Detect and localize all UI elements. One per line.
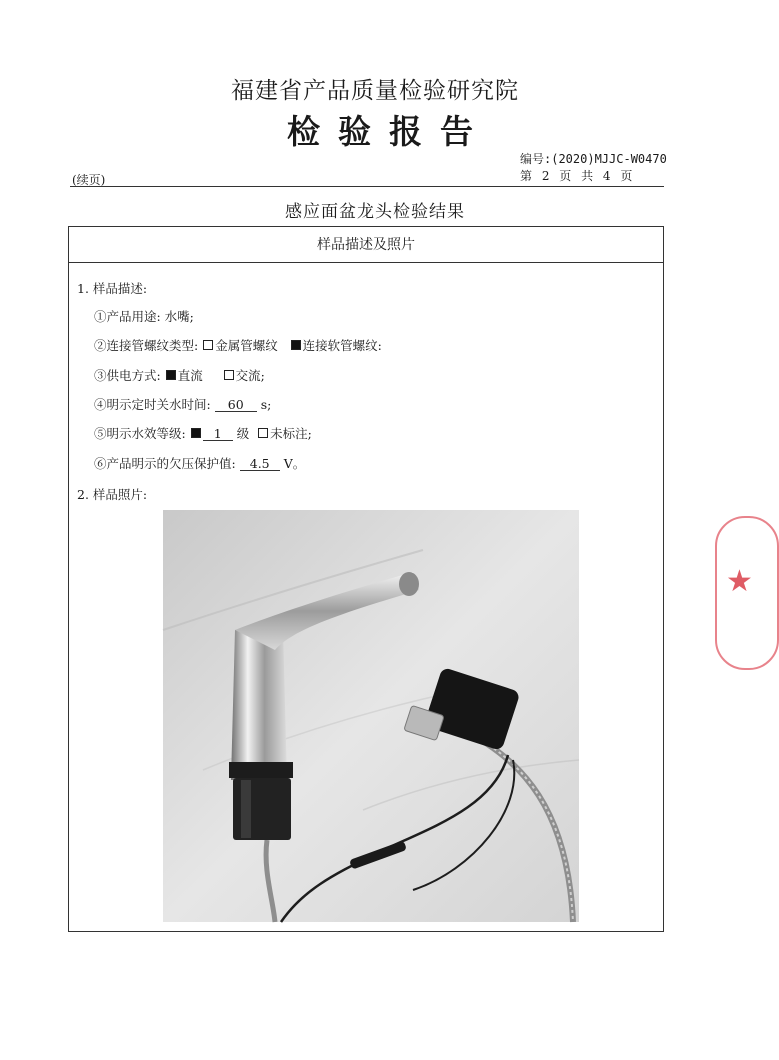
hose-thread-checkbox (291, 340, 301, 350)
pipe-type-label: ②连接管螺纹类型: (94, 338, 199, 353)
undervoltage-value: 4.5 (240, 457, 280, 471)
undervoltage-row (94, 454, 305, 472)
dc-option: 直流 (177, 368, 203, 383)
efficiency-row (94, 424, 312, 442)
description-heading: 1. 样品描述: (77, 281, 148, 296)
report-title: 检验报告 (287, 112, 491, 151)
subject-title: 感应面盆龙头检验结果 (285, 202, 465, 222)
shutoff-row (94, 395, 271, 413)
hose-thread-option: 连接软管螺纹: (302, 338, 382, 353)
continuation-label: (续页) (72, 173, 106, 187)
section-title: 样品描述及照片 (69, 227, 663, 263)
shutoff-unit: s; (260, 397, 272, 412)
ac-checkbox (224, 370, 234, 380)
sample-photo (163, 510, 579, 922)
efficiency-grade-checkbox (191, 428, 201, 438)
undervoltage-label: ⑥产品明示的欠压保护值: (94, 456, 236, 471)
seal-star-icon: ★ (726, 564, 753, 599)
efficiency-value: 1 (203, 427, 233, 441)
shutoff-value: 60 (215, 398, 257, 412)
unmarked-checkbox (258, 428, 268, 438)
sample-description-table (68, 226, 664, 932)
unmarked-option: 未标注; (270, 426, 312, 441)
photo-heading: 2. 样品照片: (77, 487, 148, 502)
pipe-type-row (94, 336, 382, 354)
ac-option: 交流; (235, 368, 265, 383)
page-info: 第 2 页 共 4 页 (520, 169, 633, 183)
efficiency-label: ⑤明示水效等级: (94, 426, 186, 441)
header-divider (70, 186, 664, 187)
undervoltage-unit: V。 (283, 456, 306, 471)
report-number: 编号:(2020)MJJC-W0470 (520, 152, 667, 166)
product-use: ①产品用途: 水嘴; (94, 309, 194, 324)
power-row (94, 366, 265, 384)
metal-thread-option: 金属管螺纹 (215, 338, 278, 353)
power-label: ③供电方式: (94, 368, 161, 383)
shutoff-label: ④明示定时关水时间: (94, 397, 211, 412)
efficiency-unit: 级 (236, 426, 250, 441)
dc-checkbox (166, 370, 176, 380)
metal-thread-checkbox (203, 340, 213, 350)
organization-name: 福建省产品质量检验研究院 (231, 78, 519, 104)
